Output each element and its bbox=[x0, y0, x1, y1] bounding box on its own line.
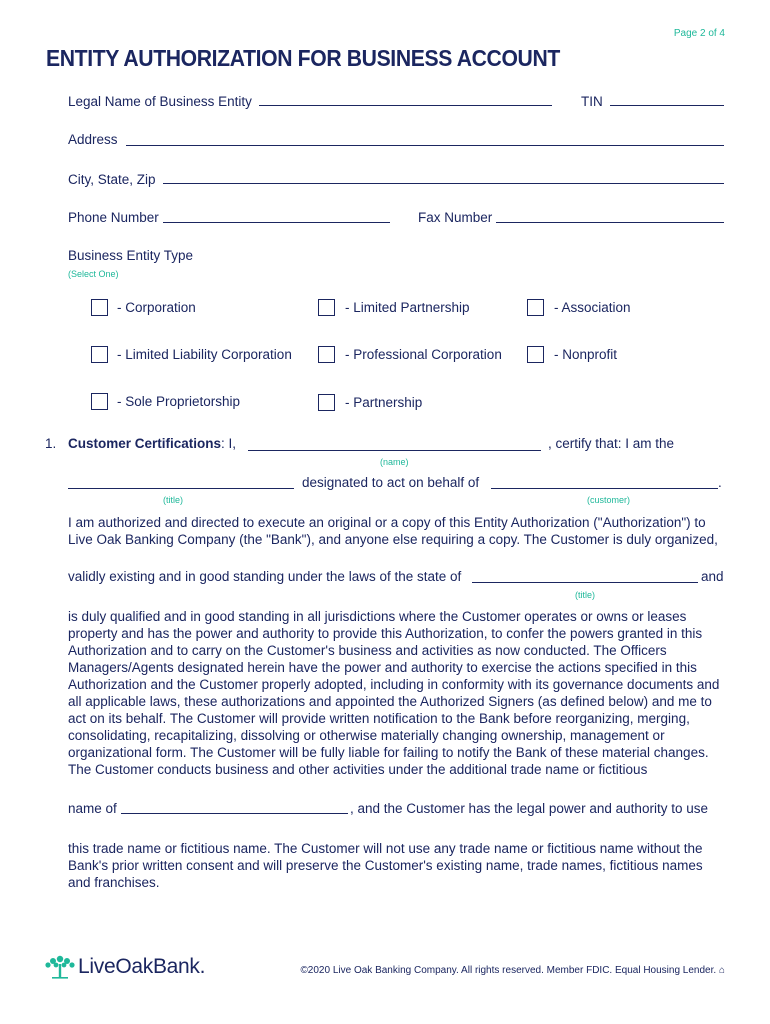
corporation-label: - Corporation bbox=[117, 300, 196, 315]
fax-label: Fax Number bbox=[418, 210, 493, 225]
qualification-paragraph: is duly qualified and in good standing in all jurisdictions where the Customer operates or owns or leases property and has the power and authority to provide this Authorization, to confer the powers granted in this Authorization and to carry on the Customer's business and activities as now conducted. The Officers Managers/Agents designated herein have the power and authority to exercise the actions specified in this Authorization and the Customer properly adopted, including in conformity with its governance documents and all applicable laws, these authorizations and appointed the Authorized Signers (as defined below) and me to act on its behalf. The Customer will provide written notification to the Bank before reorganizing, merging, consolidating, recapitalizing, dissolving or otherwise materially changing ownership, management or organizational form. The Customer will be fully liable for failing to notify the Bank of these material changes. The Customer conducts business and other activities under the additional trade name or fictitious bbox=[68, 609, 720, 777]
section-number: 1. bbox=[45, 436, 57, 451]
certifications-heading bbox=[68, 436, 236, 451]
name-hint: (name) bbox=[380, 457, 409, 467]
professional-corporation-label: - Professional Corporation bbox=[345, 347, 502, 362]
trade-name-field[interactable] bbox=[121, 813, 348, 814]
limited-partnership-label: - Limited Partnership bbox=[345, 300, 470, 315]
authorization-paragraph: I am authorized and directed to execute an original or a copy of this Entity Authorization ("Authorization") to Live Oak Banking Company (the "Bank"), and anyone else requiring a copy. The Customer is duly organized, bbox=[68, 515, 718, 547]
nonprofit-checkbox[interactable] bbox=[527, 346, 544, 363]
designated-text: designated to act on behalf of bbox=[302, 475, 480, 490]
page-title: ENTITY AUTHORIZATION FOR BUSINESS ACCOUNT bbox=[46, 45, 560, 71]
certify-suffix: , certify that: I am the bbox=[548, 436, 675, 451]
tin-field[interactable] bbox=[610, 105, 724, 106]
nonprofit-label: - Nonprofit bbox=[554, 347, 618, 362]
state-prefix: validly existing and in good standing under the laws of the state of bbox=[68, 569, 462, 584]
name-of-label: name of bbox=[68, 801, 117, 816]
state-hint: (title) bbox=[575, 590, 595, 600]
partnership-label: - Partnership bbox=[345, 395, 423, 410]
corporation-checkbox[interactable] bbox=[91, 299, 108, 316]
certifications-heading-bold: Customer Certifications bbox=[68, 436, 222, 451]
bank-logo: LiveOakBank. bbox=[78, 955, 206, 978]
association-label: - Association bbox=[554, 300, 631, 315]
professional-corporation-checkbox[interactable] bbox=[318, 346, 335, 363]
title-field[interactable] bbox=[68, 488, 294, 489]
designated-period: . bbox=[718, 475, 722, 490]
sole-proprietorship-checkbox[interactable] bbox=[91, 393, 108, 410]
association-checkbox[interactable] bbox=[527, 299, 544, 316]
address-label: Address bbox=[68, 132, 118, 147]
entity-type-label: Business Entity Type bbox=[68, 248, 194, 263]
llc-label: - Limited Liability Corporation bbox=[117, 347, 292, 362]
trade-name-paragraph: this trade name or fictitious name. The Customer will not use any trade name or fictitious name without the Bank's prior written consent and will preserve the Customer's existing name, trade names, fictitious names and franchises. bbox=[68, 841, 703, 890]
city-state-zip-label: City, State, Zip bbox=[68, 172, 156, 187]
legal-name-field[interactable] bbox=[259, 105, 552, 106]
name-of-suffix: , and the Customer has the legal power and authority to use bbox=[350, 801, 708, 816]
customer-hint: (customer) bbox=[587, 495, 631, 505]
page-indicator: Page 2 of 4 bbox=[673, 28, 725, 39]
entity-type-hint: (Select One) bbox=[68, 269, 119, 279]
name-field[interactable] bbox=[248, 450, 541, 451]
address-field[interactable] bbox=[126, 145, 724, 146]
limited-partnership-checkbox[interactable] bbox=[318, 299, 335, 316]
footer-notice-text: ©2020 Live Oak Banking Company. All rights reserved. Member FDIC. Equal Housing Lender. bbox=[300, 965, 717, 976]
state-field[interactable] bbox=[472, 582, 698, 583]
partnership-checkbox[interactable] bbox=[318, 394, 335, 411]
legal-name-label: Legal Name of Business Entity bbox=[68, 94, 252, 109]
state-suffix: and bbox=[701, 569, 724, 584]
equal-housing-icon: ⌂ bbox=[718, 965, 725, 976]
certifications-prefix: : I, bbox=[221, 436, 237, 451]
footer-notice bbox=[300, 965, 725, 976]
phone-label: Phone Number bbox=[68, 210, 159, 225]
phone-field[interactable] bbox=[163, 222, 390, 223]
tree-logo-icon bbox=[44, 952, 76, 980]
title-hint: (title) bbox=[163, 495, 183, 505]
tin-label: TIN bbox=[581, 94, 603, 109]
sole-proprietorship-label: - Sole Proprietorship bbox=[117, 394, 241, 409]
fax-field[interactable] bbox=[496, 222, 724, 223]
city-state-zip-field[interactable] bbox=[163, 183, 724, 184]
llc-checkbox[interactable] bbox=[91, 346, 108, 363]
customer-field[interactable] bbox=[491, 488, 718, 489]
